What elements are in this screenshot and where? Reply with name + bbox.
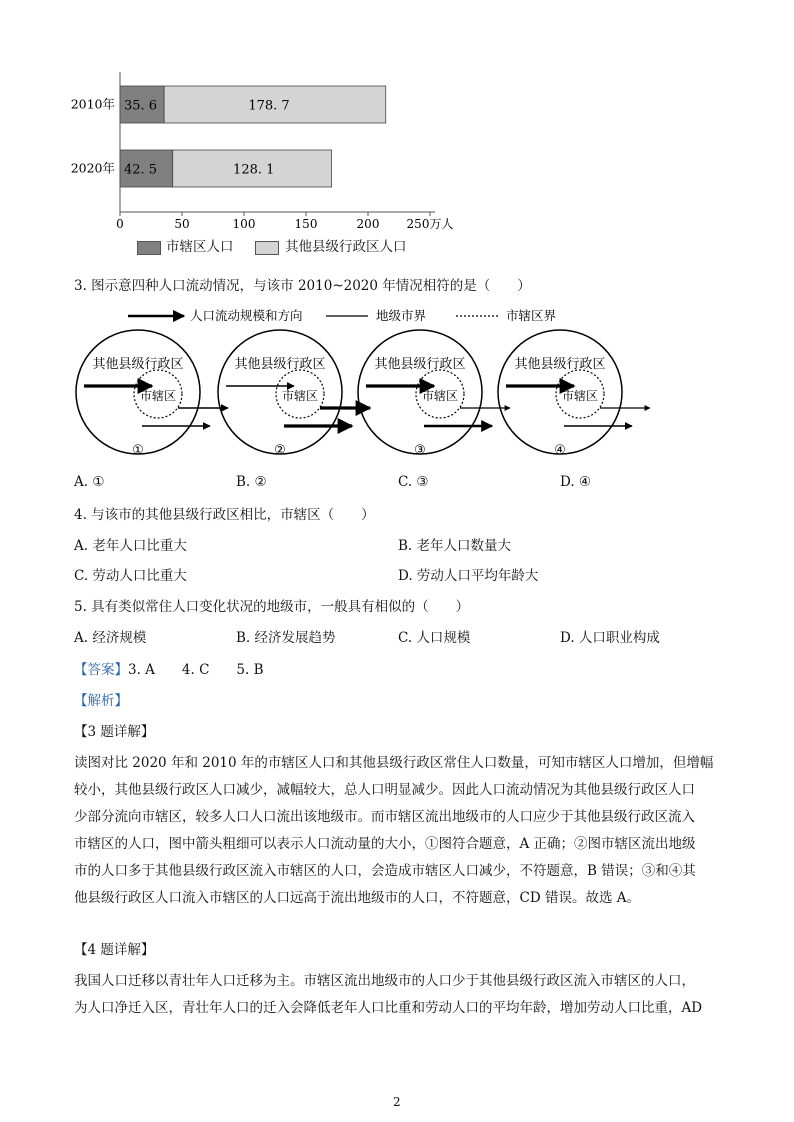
bar-value-label: 178. 7 — [248, 98, 290, 114]
q3-option-d[interactable]: D. ④ — [560, 474, 592, 490]
category-label: 2020年 — [70, 160, 115, 176]
q3-detail-line: 市辖区的人口，图中箭头粗细可以表示人口流动量的大小，①图符合题意，A 正确；②图市辖区流出地级 — [74, 836, 696, 852]
outer-region-label: 其他县级行政区 — [234, 357, 326, 372]
outer-region-label: 其他县级行政区 — [92, 357, 184, 372]
q3-detail-line: 他县级行政区人口流入市辖区的人口远高于流出地级市的人口，不符题意，CD 错误。故选 A。 — [74, 890, 640, 906]
legend-label-city: 市辖区人口 — [166, 239, 234, 255]
diagram-number: ④ — [554, 443, 566, 458]
inner-region-label: 市辖区 — [281, 389, 319, 403]
q5-option-c[interactable]: C. 人口规模 — [398, 630, 471, 646]
outer-region-label: 其他县级行政区 — [514, 357, 606, 372]
q3-option-b[interactable]: B. ② — [236, 474, 267, 490]
x-tick-label: 0 — [116, 217, 124, 231]
q3-stem: 3. 图示意四种人口流动情况，与该市 2010~2020 年情况相符的是（ ） — [74, 278, 531, 294]
city-boundary — [358, 330, 482, 454]
q3-detail-heading: 【3 题详解】 — [74, 724, 155, 740]
legend-label-county: 其他县级行政区人口 — [285, 239, 407, 255]
bar-value-label: 35. 6 — [124, 98, 158, 114]
q5-stem: 5. 具有类似常住人口变化状况的地级市，一般具有相似的（ ） — [74, 599, 470, 615]
x-tick-label: 200 — [356, 217, 380, 231]
q4-option-d[interactable]: D. 劳动人口平均年龄大 — [398, 568, 539, 584]
diagram-number: ① — [132, 443, 144, 458]
q5-option-d[interactable]: D. 人口职业构成 — [560, 630, 660, 646]
q3-detail-line: 市的人口多于其他县级行政区流入市辖区的人口，会造成市辖区人口减少，不符题意，B 错误；③和④其 — [74, 863, 696, 879]
x-tick-label: 50 — [174, 217, 190, 231]
migration-diagrams — [60, 300, 660, 465]
q4-option-b[interactable]: B. 老年人口数量大 — [398, 538, 512, 554]
inner-region-label: 市辖区 — [139, 389, 177, 403]
category-label: 2010年 — [70, 96, 115, 112]
bar-value-label: 42. 5 — [124, 162, 158, 178]
bar-value-label: 128. 1 — [233, 162, 275, 178]
analysis-tag: 【解析】 — [74, 693, 128, 709]
q5-option-a[interactable]: A. 经济规模 — [74, 630, 147, 646]
q3-option-a[interactable]: A. ① — [74, 474, 105, 490]
page-number: 2 — [393, 1095, 401, 1109]
diagram-number: ③ — [414, 443, 426, 458]
q3-detail-line: 较小，其他县级行政区人口减少，减幅较大，总人口明显减少。因此人口流动情况为其他县级行政区人口 — [74, 782, 695, 798]
legend-arrow-label: 人口流动规模和方向 — [190, 308, 303, 323]
q4-option-c[interactable]: C. 劳动人口比重大 — [74, 568, 187, 584]
answer-text: 3. A 4. C 5. B — [128, 662, 264, 678]
city-boundary — [76, 330, 200, 454]
legend-swatch-county — [255, 241, 279, 255]
q3-detail-line: 读图对比 2020 年和 2010 年的市辖区人口和其他县级行政区常住人口数量，可知市辖区人口增加，但增幅 — [74, 755, 714, 771]
diagram-number: ② — [274, 443, 286, 458]
inner-region-label: 市辖区 — [421, 389, 459, 403]
city-boundary — [498, 330, 622, 454]
city-boundary — [218, 330, 342, 454]
q3-option-c[interactable]: C. ③ — [398, 474, 429, 490]
inner-region-label: 市辖区 — [561, 389, 599, 403]
q4-detail-line: 我国人口迁移以青壮年人口迁移为主。市辖区流出地级市的人口少于其他县级行政区流入市辖区的人口， — [74, 973, 695, 989]
answer-tag: 【答案】 — [74, 662, 128, 678]
q4-detail-heading: 【4 题详解】 — [74, 942, 155, 958]
x-tick-label: 250万人 — [406, 217, 454, 231]
q5-option-b[interactable]: B. 经济发展趋势 — [236, 630, 336, 646]
legend-solid-label: 地级市界 — [376, 308, 427, 323]
population-bar-chart — [60, 62, 480, 262]
q3-detail-body — [74, 750, 724, 912]
chart-legend — [137, 238, 437, 258]
legend-dotted-label: 市辖区界 — [506, 308, 557, 323]
q3-detail-line: 少部分流向市辖区，较多人口人口流出该地级市。而市辖区流出地级市的人口应少于其他县级行政区流入 — [74, 809, 695, 825]
q4-option-a[interactable]: A. 老年人口比重大 — [74, 538, 187, 554]
q4-detail-body — [74, 968, 724, 1022]
x-tick-label: 100 — [232, 217, 256, 231]
answer-line — [74, 661, 264, 679]
x-tick-label: 150 — [294, 217, 318, 231]
outer-region-label: 其他县级行政区 — [374, 357, 466, 372]
q4-stem: 4. 与该市的其他县级行政区相比，市辖区（ ） — [74, 507, 375, 523]
legend-swatch-city — [137, 241, 161, 255]
q4-detail-line: 为人口净迁入区，青壮年人口的迁入会降低老年人口比重和劳动人口的平均年龄，增加劳动人口比重，AD — [74, 1000, 703, 1016]
